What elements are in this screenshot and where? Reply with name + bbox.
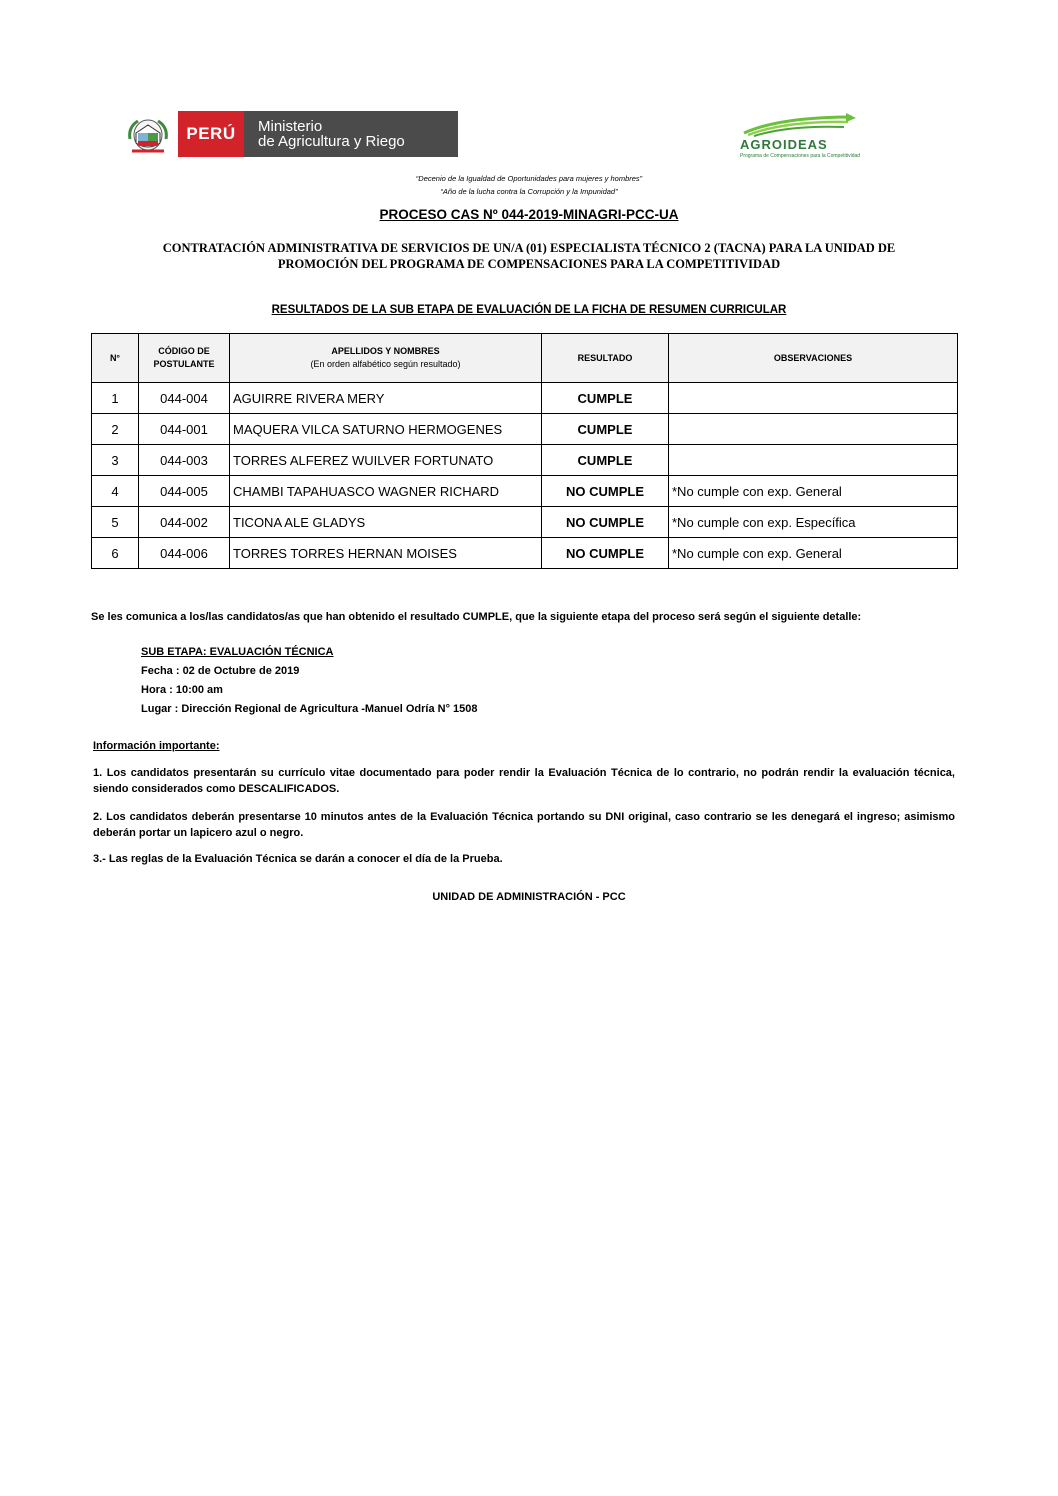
table-row <box>92 445 958 476</box>
agroideas-name: AGROIDEAS <box>740 137 828 152</box>
decenio-line: “Decenio de la Igualdad de Oportunidades para mujeres y hombres” <box>415 174 643 183</box>
ministry-line1: Ministerio <box>258 118 323 135</box>
table-row <box>92 538 958 569</box>
row-result: NO CUMPLE <box>542 476 669 507</box>
row-name: MAQUERA VILCA SATURNO HERMOGENES <box>230 414 542 445</box>
row-result: CUMPLE <box>542 414 669 445</box>
row-observation <box>669 414 958 445</box>
header-name-line2: (En orden alfabético según resultado) <box>310 359 461 369</box>
row-name: CHAMBI TAPAHUASCO WAGNER RICHARD <box>230 476 542 507</box>
row-num: 3 <box>92 445 139 476</box>
table-row <box>92 414 958 445</box>
row-num: 5 <box>92 507 139 538</box>
stage-time: Hora : 10:00 am <box>141 684 223 696</box>
row-name: TORRES ALFEREZ WUILVER FORTUNATO <box>230 445 542 476</box>
row-name: TORRES TORRES HERNAN MOISES <box>230 538 542 569</box>
ministry-line2: de Agricultura y Riego <box>258 133 405 150</box>
year-line: “Año de la lucha contra la Corrupción y la Impunidad” <box>440 187 618 196</box>
row-num: 4 <box>92 476 139 507</box>
table-row <box>92 476 958 507</box>
important-item-1: 1. Los candidatos presentarán su currículo vitae documentado para poder rendir la Evaluación Técnica de lo contrario, no podrán rendir la evaluación técnica, siendo considerados como DESCALIFICADOS. <box>93 767 955 795</box>
process-title: PROCESO CAS Nº 044-2019-MINAGRI-PCC-UA <box>379 207 679 222</box>
important-item-2: 2. Los candidatos deberán presentarse 10 minutos antes de la Evaluación Técnica portando su DNI original, caso contrario se les denegará el ingreso; asimismo deberán portar un lapicero azul o negro. <box>93 811 955 839</box>
agroideas-logo <box>738 113 861 159</box>
row-observation <box>669 445 958 476</box>
table-row <box>92 507 958 538</box>
row-result: CUMPLE <box>542 445 669 476</box>
header-name <box>230 334 542 383</box>
row-observation: *No cumple con exp. General <box>669 476 958 507</box>
header-num: N° <box>92 334 139 383</box>
notice-intro: Se les comunica a los/las candidatos/as que han obtenido el resultado CUMPLE, que la siguiente etapa del proceso será según el siguiente detalle: <box>91 611 862 623</box>
results-table <box>91 333 958 569</box>
peru-coat-of-arms-icon <box>124 111 172 157</box>
signature: UNIDAD DE ADMINISTRACIÓN - PCC <box>432 891 626 903</box>
row-observation: *No cumple con exp. Específica <box>669 507 958 538</box>
header-observations: OBSERVACIONES <box>669 334 958 383</box>
subtitle-line1: CONTRATACIÓN ADMINISTRATIVA DE SERVICIOS DE UN/A (01) ESPECIALISTA TÉCNICO 2 (TACNA) PARA LA UNIDAD DE <box>162 241 896 255</box>
row-result: NO CUMPLE <box>542 538 669 569</box>
row-result: NO CUMPLE <box>542 507 669 538</box>
agroideas-tagline: Programa de Compensaciones para la Competitividad <box>740 153 861 159</box>
row-name: AGUIRRE RIVERA MERY <box>230 383 542 414</box>
row-code: 044-001 <box>139 414 230 445</box>
row-name: TICONA ALE GLADYS <box>230 507 542 538</box>
header-name-line1: APELLIDOS Y NOMBRES <box>331 346 440 356</box>
row-code: 044-004 <box>139 383 230 414</box>
process-subtitle <box>100 240 958 272</box>
row-code: 044-006 <box>139 538 230 569</box>
important-item-3: 3.- Las reglas de la Evaluación Técnica se darán a conocer el día de la Prueba. <box>93 853 503 865</box>
stage-title: SUB ETAPA: EVALUACIÓN TÉCNICA <box>141 646 334 658</box>
subtitle-line2: PROMOCIÓN DEL PROGRAMA DE COMPENSACIONES PARA LA COMPETITIVIDAD <box>277 257 781 271</box>
row-result: CUMPLE <box>542 383 669 414</box>
agroideas-swoosh-icon <box>740 113 858 137</box>
row-num: 1 <box>92 383 139 414</box>
stage-date: Fecha : 02 de Octubre de 2019 <box>141 665 300 677</box>
row-num: 6 <box>92 538 139 569</box>
ministry-logo <box>124 111 458 157</box>
header-code-line2: POSTULANTE <box>153 359 215 369</box>
peru-label: PERÚ <box>178 111 244 157</box>
row-observation: *No cumple con exp. General <box>669 538 958 569</box>
row-observation <box>669 383 958 414</box>
row-num: 2 <box>92 414 139 445</box>
ministry-name <box>244 111 458 157</box>
header-code-line1: CÓDIGO DE <box>158 346 210 356</box>
row-code: 044-003 <box>139 445 230 476</box>
table-row <box>92 383 958 414</box>
important-title: Información importante: <box>93 740 220 752</box>
table-header-row <box>92 334 958 383</box>
header-result: RESULTADO <box>542 334 669 383</box>
row-code: 044-005 <box>139 476 230 507</box>
row-code: 044-002 <box>139 507 230 538</box>
stage-place: Lugar : Dirección Regional de Agricultura -Manuel Odría N° 1508 <box>141 703 478 715</box>
header-code <box>139 334 230 383</box>
results-title: RESULTADOS DE LA SUB ETAPA DE EVALUACIÓN DE LA FICHA DE RESUMEN CURRICULAR <box>271 304 787 316</box>
